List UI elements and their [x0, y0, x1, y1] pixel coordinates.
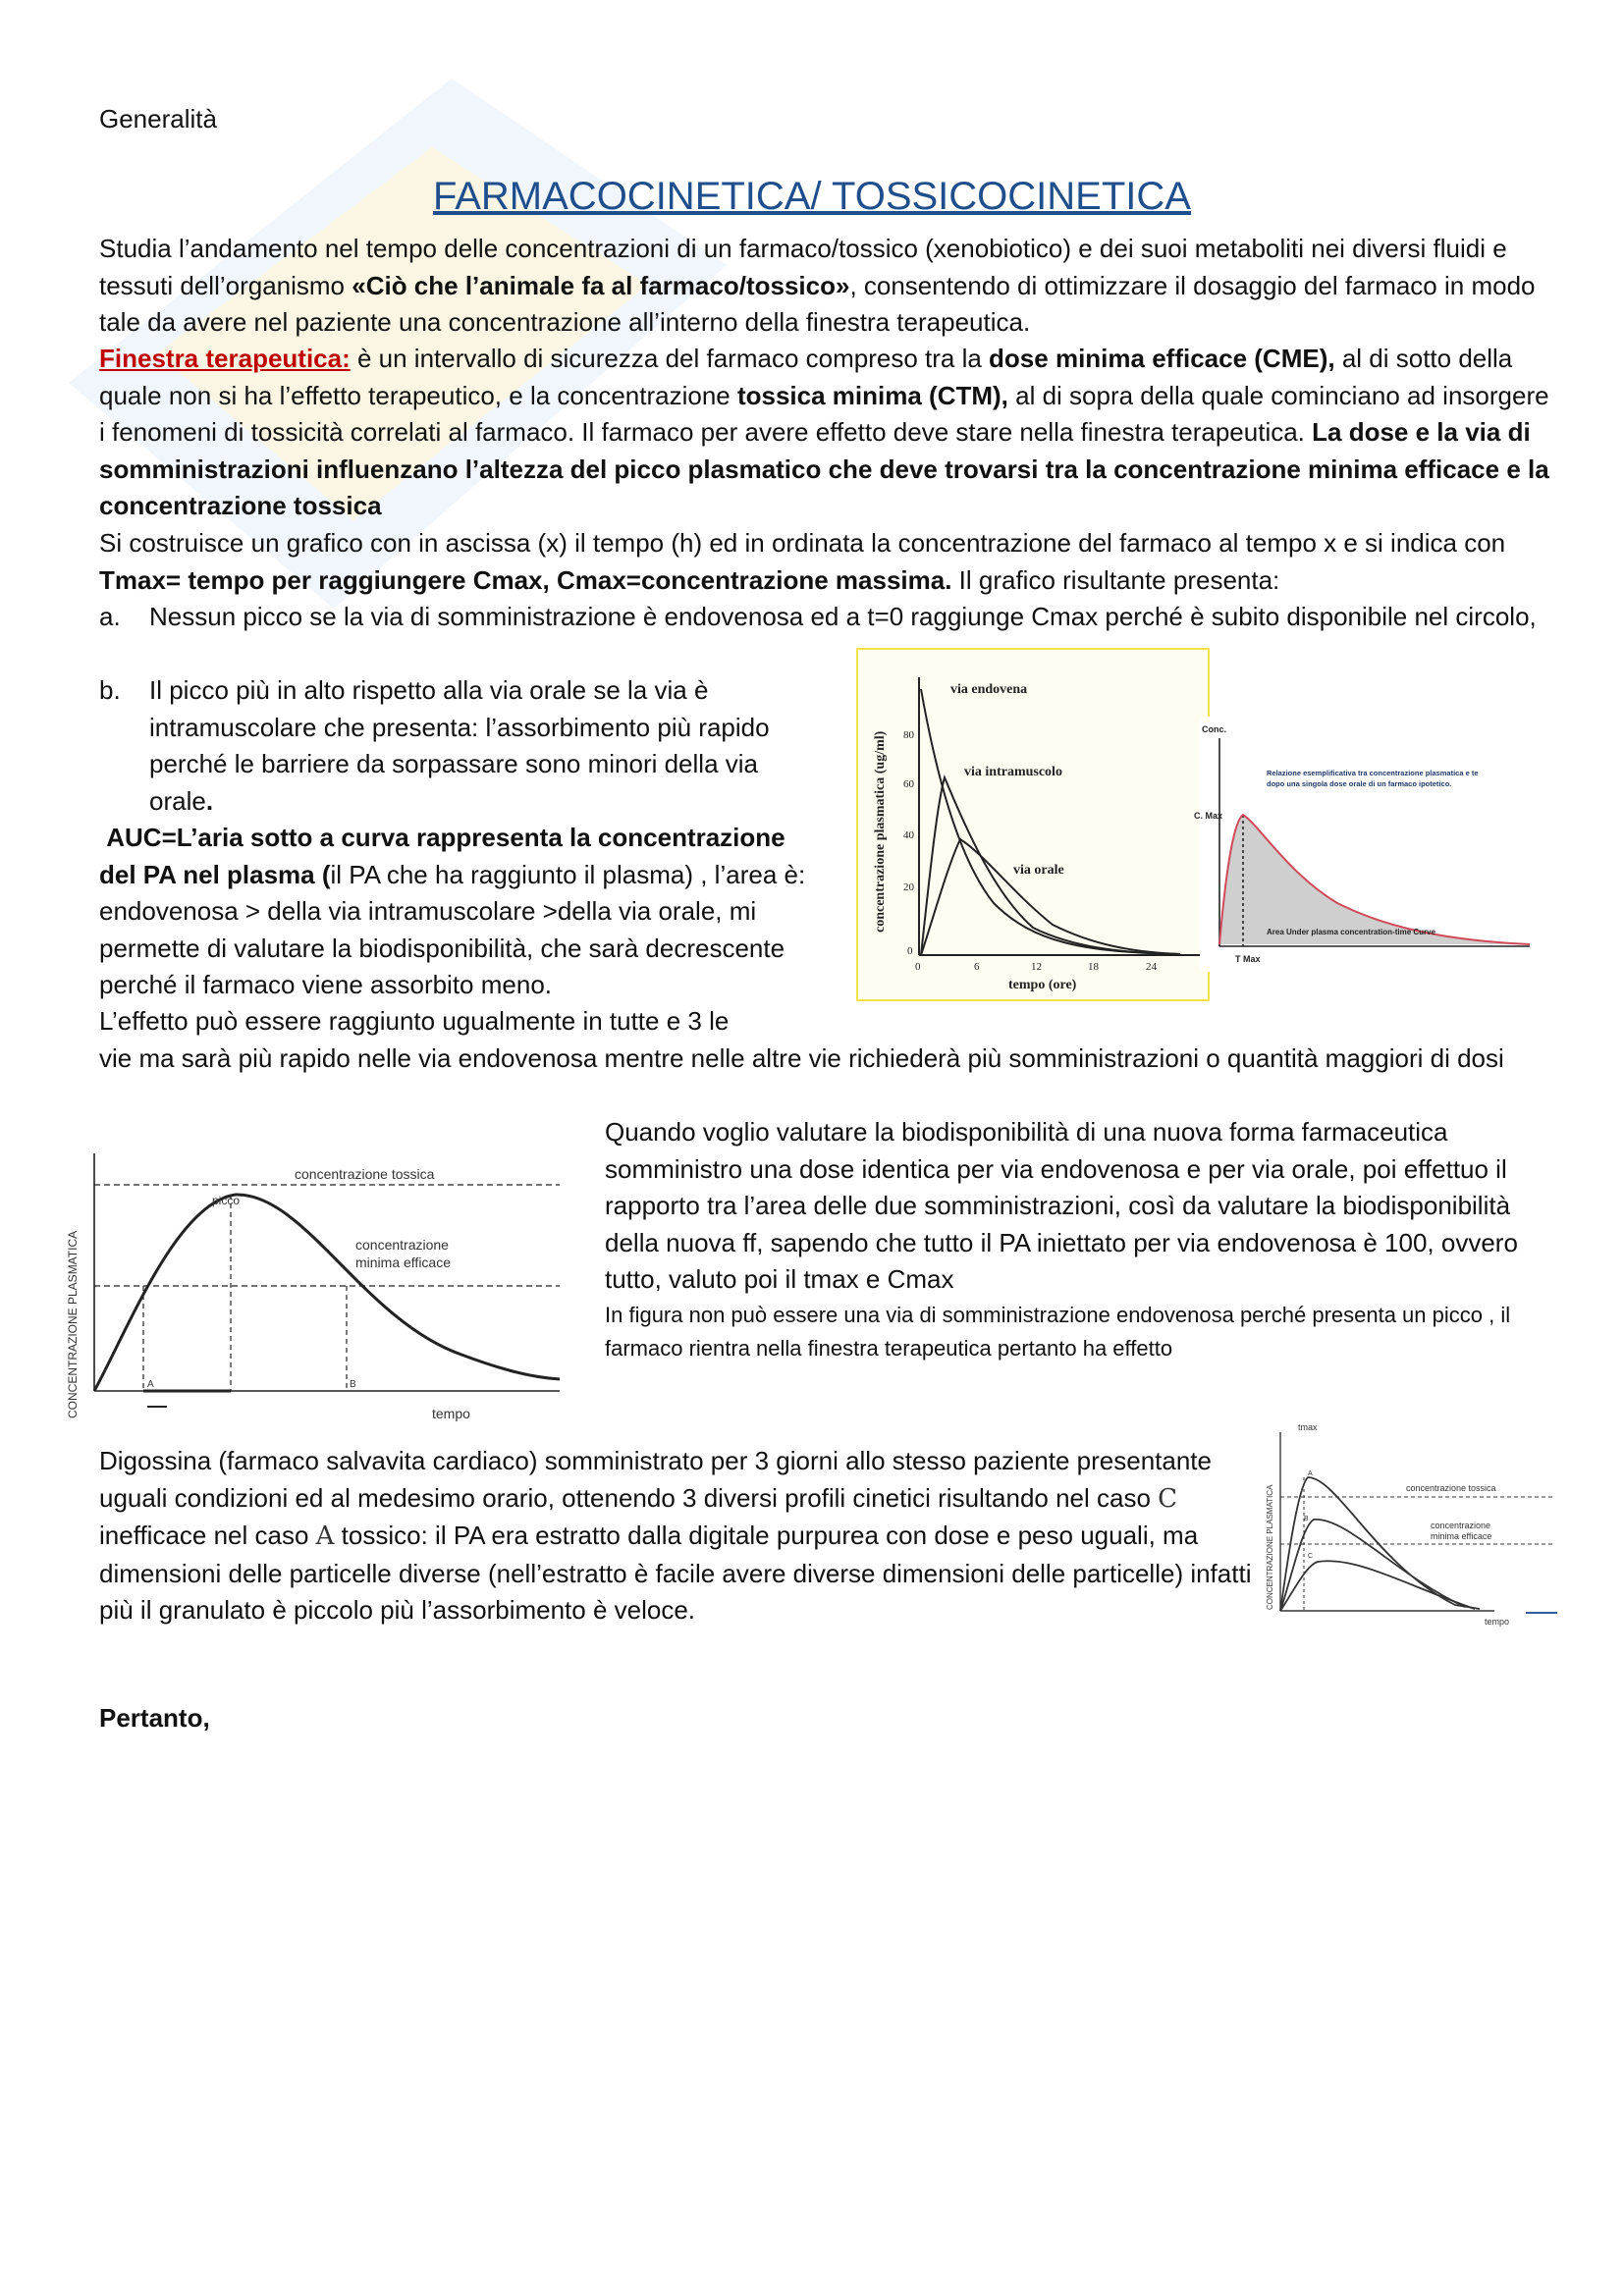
therapeutic-window-paragraph: Finestra terapeutica: è un intervallo di sicurezza del farmaco compreso tra la dose minima efficace (CME), al di sotto della quale non si ha l’effetto terapeutico, e la concentrazione tossica minima (CTM), al di sopra della quale cominciano ad insorgere i fenomeni di tossicità correlati al farmaco. Il farmaco per avere effetto deve stare nella finestra terapeutica. La dose e la via di somministrazioni influenzano l’altezza del picco plasmatico che deve trovarsi tra la concentrazione minima efficace e la concentrazione tossica	[99, 344, 1549, 520]
cmax-label: C. Max	[1194, 811, 1223, 821]
x-axis-label: tempo (ore)	[1008, 978, 1077, 992]
curve-C	[1280, 1561, 1475, 1611]
toxic-label: concentrazione tossica	[1406, 1483, 1496, 1493]
time-label: tempo	[1485, 1617, 1510, 1627]
label-endovena: via endovena	[950, 682, 1028, 697]
description-line-2: dopo una singola dose orale di un farmaco ipotetico.	[1267, 779, 1452, 788]
y-axis-label: CONCENTRAZIONE PLASMATICA	[1266, 1484, 1274, 1610]
closing-text: Pertanto,	[99, 1703, 210, 1733]
figure-administration-routes	[856, 648, 1210, 1001]
label-orale: via orale	[1013, 863, 1064, 878]
list-item-a: Nessun picco se la via di somministrazione è endovenosa ed a t=0 raggiunge Cmax perché è subito disponibile nel circolo,	[149, 602, 1537, 631]
auc-paragraph: AUC=L’aria sotto a curva rappresenta la concentrazione del PA nel plasma (il PA che ha raggiunto il plasma) , l’area è: endovenosa > della via intramuscolare >della via orale, mi permette di valutare la biodisponibilità, che sarà decrescente perché il farmaco viene assorbito meno.	[99, 823, 806, 999]
point-A: A	[147, 1379, 154, 1390]
figure-note: In figura non può essere una via di somministrazione endovenosa perché presenta un picco , il farmaco rientra nella finestra terapeutica pertanto ha effetto	[605, 1303, 1511, 1361]
cme-label-2: minima efficace	[1431, 1531, 1492, 1541]
y-axis-label: CONCENTRAZIONE PLASMATICA	[66, 1230, 80, 1418]
x-tick: 18	[1088, 961, 1099, 973]
x-tick: 6	[974, 961, 980, 973]
conc-label: Conc.	[1202, 724, 1227, 734]
list-item-b: Il picco più in alto rispetto alla via orale se la via è intramuscolare che presenta: l’assorbimento più rapido perché le barriere da sorpassare sono minori della via orale.	[149, 675, 770, 816]
chart-intro-paragraph: Si costruisce un grafico con in ascissa (x) il tempo (h) ed in ordinata la concentrazione del farmaco al tempo x e si indica con Tmax= tempo per raggiungere Cmax, Cmax=concentrazione massima. Il grafico risultante presenta:	[99, 528, 1506, 595]
x-tick: 0	[915, 961, 921, 973]
y-tick: 80	[903, 729, 914, 741]
auc-line-3: vie ma sarà più rapido nelle via endovenosa mentre nelle altre vie richiederà più somministrazioni o quantità maggiori di dosi	[99, 1043, 1504, 1073]
x-tick: 12	[1031, 961, 1042, 973]
x-tick: 24	[1146, 961, 1157, 973]
y-tick: 0	[907, 945, 913, 957]
figure-digoxin-profiles	[1259, 1418, 1563, 1644]
y-axis-label: concentrazione plasmatica (ug/ml)	[873, 730, 888, 933]
tmax-label: tmax	[1298, 1422, 1318, 1432]
time-label: tempo	[432, 1406, 470, 1421]
point-B: B	[1304, 1516, 1309, 1522]
point-B: B	[350, 1379, 356, 1390]
cme-label-1: concentrazione	[355, 1237, 449, 1253]
plasma-curve	[94, 1195, 560, 1391]
point-C: C	[1308, 1553, 1314, 1560]
bioavailability-paragraph: Quando voglio valutare la biodisponibilità di una nuova forma farmaceutica somministro una dose identica per via endovenosa e per via orale, poi effettuo il rapporto tra l’area delle due somministrazioni, così da valutare la biodisponibilità della nuova ff, sapendo che tutto il PA iniettato per via endovenosa è 100, ovvero tutto, valuto poi il tmax e Cmax	[605, 1117, 1518, 1294]
figure-therapeutic-window	[49, 1134, 574, 1420]
cme-label-2: minima efficace	[355, 1255, 452, 1270]
toxic-label: concentrazione tossica	[295, 1166, 435, 1182]
therapeutic-window-label: Finestra terapeutica:	[99, 344, 351, 373]
tmax-label: T Max	[1235, 954, 1261, 964]
list-marker-a: a.	[99, 602, 121, 631]
y-tick: 60	[903, 778, 914, 790]
figure-auc	[1194, 717, 1534, 972]
area-label: Area Under plasma concentration-time Curve	[1267, 928, 1436, 936]
y-tick: 20	[903, 881, 914, 893]
cme-label-1: concentrazione	[1431, 1521, 1491, 1530]
digoxin-paragraph: Digossina (farmaco salvavita cardiaco) somministrato per 3 giorni allo stesso paziente presentante uguali condizioni ed al medesimo orario, ottenendo 3 diversi profili cinetici risultando nel caso C inefficace nel caso A tossico: il PA era estratto dalla digitale purpurea con dose e peso uguali, ma dimensioni delle particelle diverse (nell’estratto è facile avere diverse dimensioni delle particelle) infatti più il granulato è piccolo più l’assorbimento è veloce.	[99, 1446, 1252, 1625]
page-title: FARMACOCINETICA/ TOSSICOCINETICA	[433, 175, 1191, 218]
description-line-1: Relazione esemplificativa tra concentrazione plasmatica e te	[1267, 769, 1479, 777]
auc-line-2: L’effetto può essere raggiunto ugualmente in tutte e 3 le	[99, 1006, 730, 1036]
section-label: Generalità	[99, 104, 217, 133]
auc-area	[1219, 815, 1530, 944]
point-A: A	[1308, 1470, 1313, 1477]
peak-label: picco	[212, 1194, 241, 1207]
intro-paragraph: Studia l’andamento nel tempo delle concentrazioni di un farmaco/tossico (xenobiotico) e dei suoi metaboliti nei diversi fluidi e tessuti dell’organismo «Ciò che l’animale fa al farmaco/tossico», consentendo di ottimizzare il dosaggio del farmaco in modo tale da avere nel paziente una concentrazione all’interno della finestra terapeutica.	[99, 234, 1536, 337]
list-marker-b: b.	[99, 675, 121, 705]
y-tick: 40	[903, 829, 914, 841]
label-intramuscolo: via intramuscolo	[964, 765, 1062, 779]
